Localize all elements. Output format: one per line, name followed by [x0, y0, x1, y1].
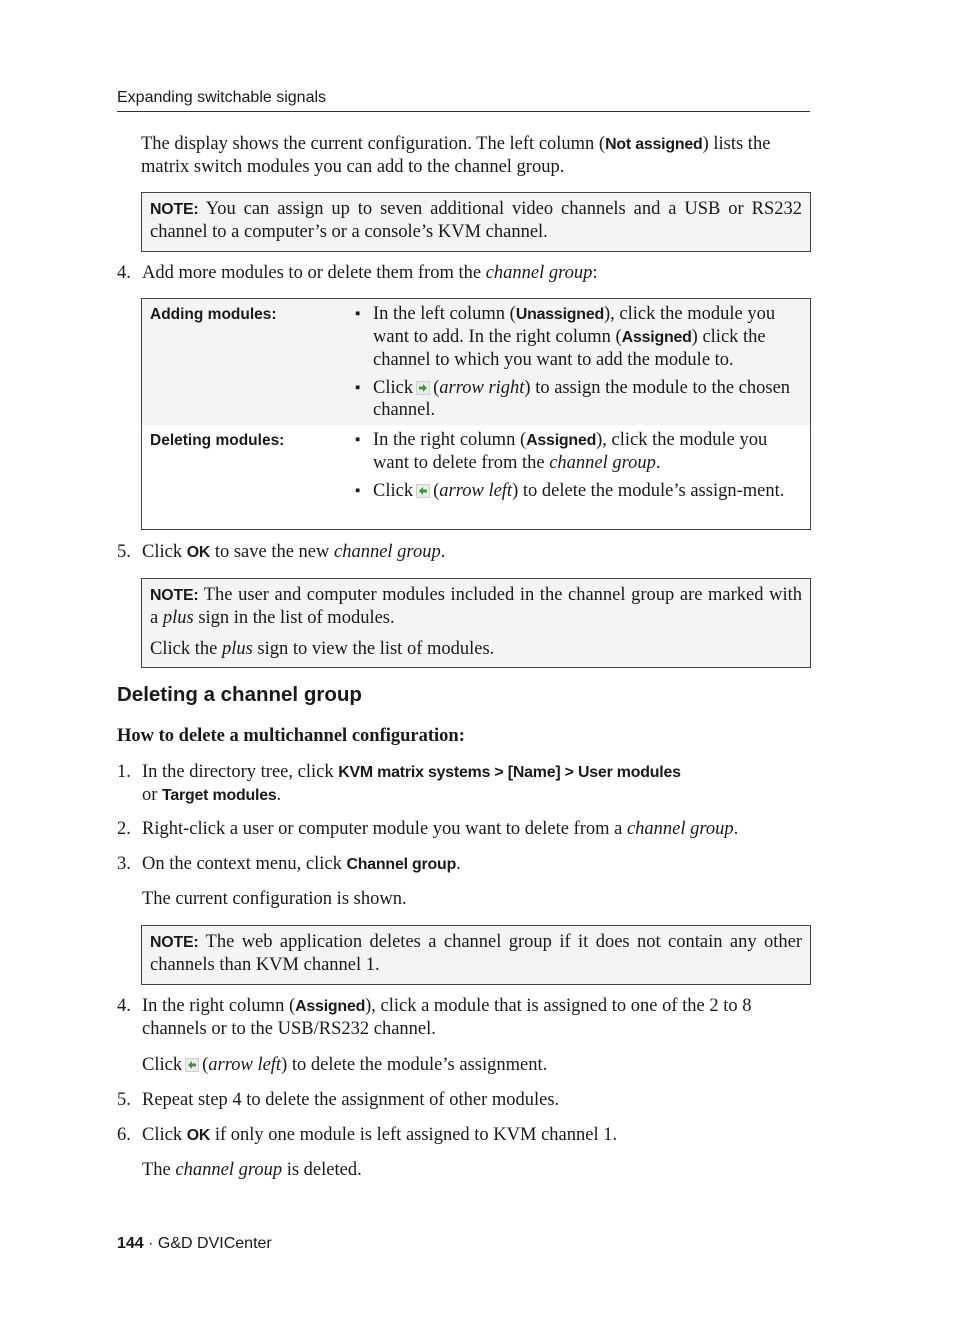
step-text-start: Click: [142, 1125, 187, 1145]
note-label: NOTE:: [150, 934, 199, 951]
bullet-text: ) to assign the module to the chosen channel.: [373, 378, 791, 420]
step-text-end: .: [733, 819, 739, 839]
arrow-right-icon: [416, 381, 430, 395]
step-text-end: .: [276, 785, 282, 805]
term-channel-group: channel group: [549, 453, 656, 473]
arrow-left-icon: [416, 484, 430, 498]
result-text: The: [142, 1160, 176, 1180]
step-add-delete-modules: [117, 262, 811, 286]
adding-list: [353, 303, 793, 427]
term-channel-group: channel group: [334, 542, 441, 562]
step-number: 1.: [117, 762, 131, 782]
term-channel-group: channel group: [485, 263, 593, 283]
step-number: 5.: [117, 1090, 131, 1110]
note-box-plus-sign: [141, 578, 811, 668]
ui-path-target-modules: Target modules: [162, 787, 277, 804]
step-repeat: [117, 1089, 811, 1113]
ui-term-ok: OK: [186, 1127, 211, 1144]
step-click-arrow: [142, 1054, 812, 1076]
list-item: [353, 303, 793, 371]
step-text-start: Right-click a user or computer module you want to delete from a: [142, 819, 627, 839]
modules-table: [141, 298, 811, 530]
bullet-text: In the right column (: [373, 430, 527, 450]
term-arrow-right: arrow right: [439, 378, 525, 398]
footer-separator: ·: [143, 1235, 158, 1252]
note-body: You can assign up to seven additional video channels and a USB or RS232 channel to a computer’s or a console’s KVM channel.: [150, 199, 802, 242]
step-text-click: Click: [142, 1055, 183, 1075]
table-row-deleting: [142, 425, 810, 529]
note-body-end: sign in the list of modules.: [193, 608, 395, 628]
term-plus: plus: [162, 608, 194, 628]
bullet-text: ) click the channel to which you want to add the module to.: [373, 327, 766, 370]
term-plus: plus: [221, 639, 253, 659]
ui-term-assigned: Assigned: [295, 998, 366, 1015]
note-label: NOTE:: [150, 201, 199, 218]
step-text-start: In the right column (: [142, 996, 296, 1016]
note-body: The user and computer modules included in the channel group are marked with a: [150, 585, 802, 628]
table-label-deleting: Deleting modules:: [150, 432, 285, 449]
step-number: 5.: [117, 542, 131, 562]
running-title: Expanding switchable signals: [117, 89, 327, 106]
note-body: Click the: [150, 639, 222, 659]
step-text: [142, 1124, 812, 1147]
step-right-click-module: [117, 818, 811, 842]
step-text-end: :: [592, 263, 598, 283]
step-number: 4.: [117, 996, 131, 1016]
list-item: [353, 480, 793, 502]
term-channel-group: channel group: [175, 1160, 283, 1180]
step-text: [142, 818, 812, 840]
arrow-left-icon: [185, 1058, 199, 1072]
result-text-end: is deleted.: [282, 1160, 362, 1180]
step-text-end: ), click a module that is assigned to one of the 2 to 8 channels or to the USB/RS232 channel.: [142, 996, 752, 1039]
note-body-end: sign to view the list of modules.: [252, 639, 495, 659]
step-save-channel-group: [117, 541, 811, 565]
intro-paragraph: [141, 133, 811, 178]
intro-text-end: ) lists the matrix switch modules you can add to the channel group.: [141, 134, 771, 177]
step-text: [142, 995, 812, 1040]
step-text-end: if only one module is left assigned to KVM channel 1.: [210, 1125, 618, 1145]
step-text: [142, 262, 598, 284]
note-label: NOTE:: [150, 587, 199, 604]
step-text: [142, 761, 812, 807]
bullet-text: Click: [373, 481, 414, 501]
step-text-end: .: [440, 542, 446, 562]
list-item: [353, 429, 793, 474]
step-text-start: Click: [142, 542, 187, 562]
term-arrow-left: arrow left: [208, 1055, 282, 1075]
step-number: 3.: [117, 854, 131, 874]
list-item: [353, 377, 793, 421]
step-number: 4.: [117, 263, 131, 283]
step-text-start: On the context menu, click: [142, 854, 347, 874]
ui-path-user-modules: KVM matrix systems > [Name] > User modules: [338, 764, 681, 781]
product-name: G&D DVICenter: [157, 1235, 272, 1252]
bullet-text: ), click the module you want to delete from the: [373, 430, 768, 473]
paren-open: (: [433, 378, 440, 398]
note-text: [150, 584, 802, 629]
paren-open: (: [202, 1055, 209, 1075]
step-number: 2.: [117, 819, 131, 839]
note-text: [150, 931, 802, 976]
table-row-adding: [142, 299, 810, 425]
running-header: [117, 89, 810, 112]
step-text-start: Add more modules to or delete them from the: [142, 263, 486, 283]
step-text-mid: to save the new: [210, 542, 334, 562]
ui-term-assigned: Assigned: [621, 329, 692, 346]
deleting-list: [353, 429, 793, 508]
bullet-text: In the left column (: [373, 304, 516, 324]
note-body: The web application deletes a channel group if it does not contain any other channels than KVM channel 1.: [150, 932, 802, 975]
step-text-end: ) to delete the module’s assignment.: [281, 1055, 548, 1075]
bullet-text: ) to delete the module’s assign-ment.: [512, 481, 785, 501]
ui-term-ok: OK: [186, 544, 211, 561]
step-result: The current configuration is shown.: [142, 889, 407, 909]
step-context-menu: [117, 853, 811, 913]
step-text: [142, 853, 812, 876]
section-heading: Deleting a channel group: [117, 683, 362, 706]
page-number: 144: [117, 1235, 144, 1252]
step-click-ok: [117, 1124, 811, 1184]
step-text-end: .: [456, 854, 461, 874]
step-directory-tree: [117, 761, 811, 807]
bullet-text: ), click the module you want to add. In the right column (: [373, 304, 776, 347]
step-text: Repeat step 4 to delete the assignment of other modules.: [142, 1090, 560, 1110]
note-text-second: [150, 638, 802, 660]
bullet-text: .: [655, 453, 661, 473]
step-number: 6.: [117, 1125, 131, 1145]
ui-term-unassigned: Unassigned: [515, 306, 604, 323]
ui-term-assigned: Assigned: [526, 432, 597, 449]
step-text-or: or: [142, 785, 163, 805]
step-text: [142, 541, 445, 564]
step-select-assigned-module: [117, 995, 811, 1079]
note-text: [150, 198, 802, 243]
note-box-deletes-group: [141, 925, 811, 985]
bullet-text: Click: [373, 378, 414, 398]
table-label-adding: Adding modules:: [150, 306, 277, 323]
paren-open: (: [433, 481, 440, 501]
term-channel-group: channel group: [626, 819, 734, 839]
ui-term-channel-group: Channel group: [346, 856, 457, 873]
intro-text: The display shows the current configuration. The left column (: [141, 134, 606, 154]
term-arrow-left: arrow left: [439, 481, 513, 501]
note-box-seven-channels: [141, 192, 811, 252]
step-text-start: In the directory tree, click: [142, 762, 339, 782]
step-result: [142, 1159, 362, 1181]
ui-term-not-assigned: Not assigned: [605, 136, 703, 153]
page-footer: [117, 1235, 272, 1253]
howto-heading: How to delete a multichannel configuration:: [117, 726, 465, 746]
